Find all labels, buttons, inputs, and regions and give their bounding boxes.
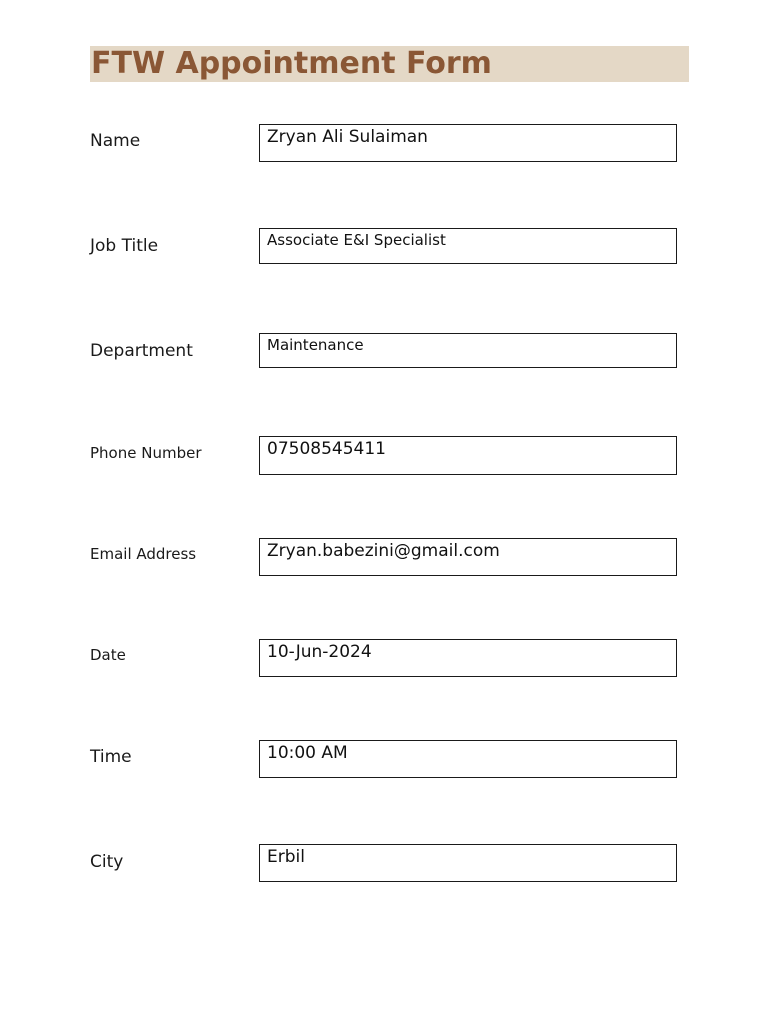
date-field[interactable]	[259, 639, 677, 677]
time-label: Time	[90, 747, 132, 767]
name-field[interactable]	[259, 124, 677, 162]
time-field[interactable]	[259, 740, 677, 778]
name-value: Zryan Ali Sulaiman	[267, 127, 428, 147]
phone-number-field[interactable]	[259, 436, 677, 475]
department-field[interactable]	[259, 333, 677, 368]
email-address-label: Email Address	[90, 545, 197, 563]
job-title-label: Job Title	[90, 236, 159, 256]
job-title-field[interactable]	[259, 228, 677, 264]
job-title-value: Associate E&I Specialist	[267, 231, 446, 249]
name-label: Name	[90, 131, 141, 151]
form-title: FTW Appointment Form	[91, 46, 492, 81]
email-address-value: Zryan.babezini@gmail.com	[267, 541, 500, 561]
city-value: Erbil	[267, 847, 305, 867]
department-label: Department	[90, 341, 193, 361]
date-label: Date	[90, 646, 126, 664]
phone-number-label: Phone Number	[90, 444, 202, 462]
city-label: City	[90, 852, 124, 872]
form-title-bar	[90, 46, 689, 82]
date-value: 10-Jun-2024	[267, 642, 372, 662]
email-address-field[interactable]	[259, 538, 677, 576]
department-value: Maintenance	[267, 336, 364, 354]
time-value: 10:00 AM	[267, 743, 348, 763]
phone-number-value: 07508545411	[267, 439, 386, 459]
city-field[interactable]	[259, 844, 677, 882]
